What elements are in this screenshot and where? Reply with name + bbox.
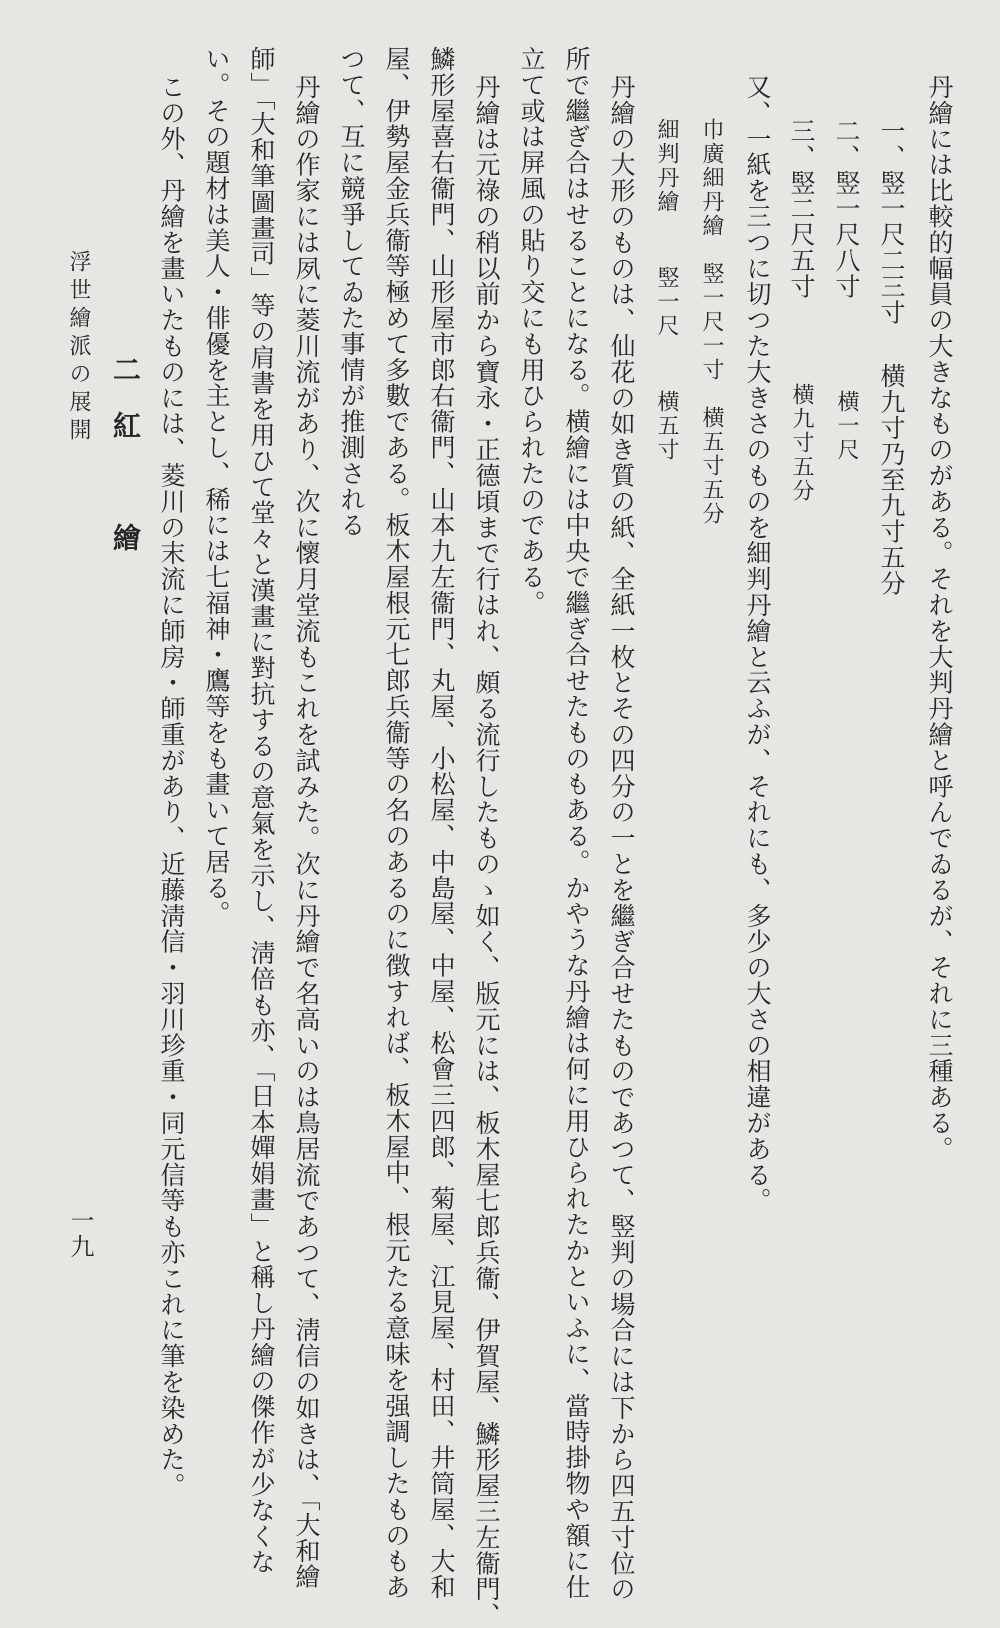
running-title: 浮世繪派の展開 [66,250,91,446]
size-item-2 [829,118,863,462]
size-width: 横五寸 [654,390,679,462]
size-width: 横五寸五分 [699,406,724,526]
body-line: つて、互に競爭してゐた事情が推測される [337,46,366,539]
size-label: 巾廣細丹繪 [699,118,724,238]
body-line: 鱗形屋喜右衞門、山形屋市郎右衞門、山本九左衞門、丸屋、小松屋、中島屋、中屋、松會三四郎、菊屋、江見屋、村田、井筒屋、大和 [427,46,456,1600]
section-heading: 二 紅 繪 [109,355,142,551]
body-line: 丹繪の作家には夙に菱川流があり、次に懷月堂流もこれを試みた。次に丹繪で名高いのは鳥居流であつて、淸信の如きは、「大和繪 [292,74,321,1590]
size-label: 三、竪二尺五寸 [787,118,816,300]
body-line: 丹繪の大形のものは、仙花の如き質の紙、全紙一枚とその四分の一とを繼ぎ合せたものであつて、竪判の場合には下から四五寸位の [607,74,636,1603]
body-line: 立て或は屏風の貼り交にも用ひられたのである。 [517,46,546,616]
body-line: い。その題材は美人・俳優を主とし、稀には七福神・鷹等をも畫いて居る。 [202,46,231,927]
size-label: 細判丹繪 [654,118,679,214]
text-line-small-sizes-intro: 又、一紙を三つに切つた大きさのものを細判丹繪と云ふが、それにも、多少の大さの相違がある。 [743,74,772,1214]
body-line: 師」「大和筆圖畫司」等の肩書を用ひて堂々と漢畫に對抗するの意氣を示し、淸倍も亦、「日本嬋娟畫」と稱し丹繪の傑作が少なくな [247,46,276,1575]
text-line-intro: 丹繪には比較的幅員の大きなものがある。それを大判丹繪と呼んでゐるが、それに三種ある。 [925,74,954,1162]
body-line: 所で繼ぎ合はせることになる。横繪には中央で繼ぎ合せたものもある。かやうな丹繪は何に用ひられたかといふに、當時掛物や額に仕 [562,46,591,1600]
body-line: この外、丹繪を畫いたものには、菱川の末流に師房・師重があり、近藤淸信・羽川珍重・同元信等も亦これに筆を染めた。 [157,74,186,1499]
body-line: 丹繪は元祿の稍以前から寶永・正德頃まで行はれ、頗る流行したものゝ如く、版元には、板木屋七郎兵衞、伊賀屋、鱗形屋三左衞門、 [472,74,501,1628]
size-label: 一、竪一尺二三寸 [877,118,906,326]
size-label: 二、竪一尺八寸 [832,118,861,300]
size-item-4 [694,118,728,526]
size-width: 横一尺 [834,390,859,463]
size-item-3 [784,118,818,503]
body-line: 屋、伊勢屋金兵衞等極めて多數である。板木屋根元七郎兵衞等の名のあるのに徴すれば、板木屋中、根元たる意味を强調したものもあ [382,46,411,1600]
size-width: 横九寸乃至九寸五分 [877,363,906,597]
size-height: 竪一尺一寸 [699,262,724,382]
size-item-1 [874,118,908,596]
size-height: 竪一尺 [654,266,679,338]
size-width: 横九寸五分 [789,383,814,504]
page-number: 一九 [66,1208,94,1260]
size-item-5 [649,118,683,462]
